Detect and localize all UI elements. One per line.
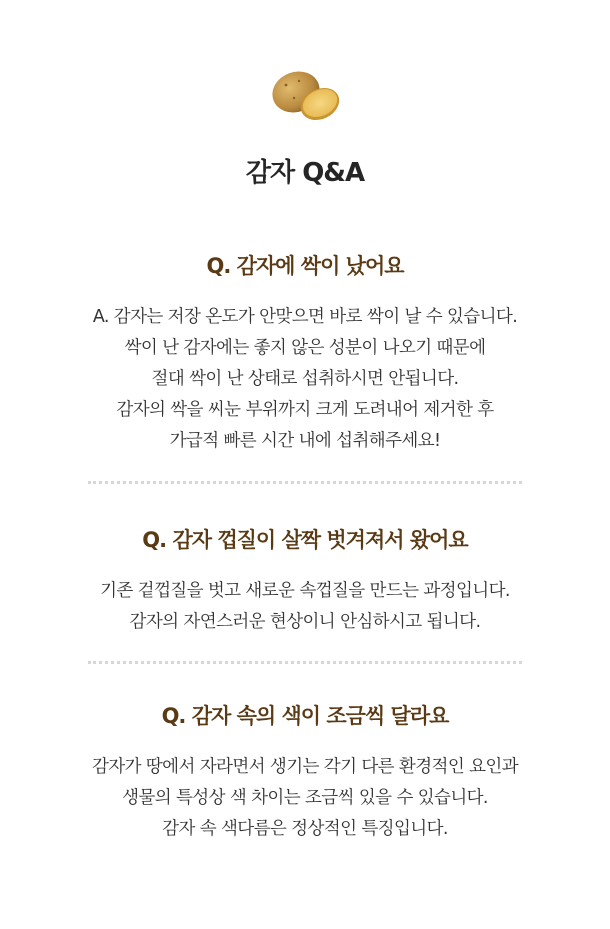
answer-text bbox=[0, 302, 610, 457]
answer-line: 감자 속 색다름은 정상적인 특징입니다. bbox=[162, 819, 448, 839]
qa-section bbox=[0, 524, 610, 638]
qa-section bbox=[0, 700, 610, 845]
answer-line: 생물의 특성상 색 차이는 조금씩 있을 수 있습니다. bbox=[122, 788, 488, 808]
answer-line: 싹이 난 감자에는 좋지 않은 성분이 나오기 때문에 bbox=[124, 338, 486, 358]
answer-text bbox=[0, 576, 610, 638]
page-title: 감자 Q&A bbox=[245, 158, 365, 188]
answer-line: 절대 싹이 난 상태로 섭취하시면 안됩니다. bbox=[151, 369, 459, 389]
answer-line: 감자가 땅에서 자라면서 생기는 각기 다른 환경적인 요인과 bbox=[91, 757, 519, 777]
potato-icon bbox=[266, 68, 344, 126]
dotted-divider bbox=[88, 661, 522, 664]
question-title: Q. 감자 껍질이 살짝 벗겨져서 왔어요 bbox=[142, 528, 468, 552]
answer-text bbox=[0, 752, 610, 845]
answer-line: A. 감자는 저장 온도가 안맞으면 바로 싹이 날 수 있습니다. bbox=[92, 307, 518, 327]
answer-line: 감자의 자연스러운 현상이니 안심하시고 됩니다. bbox=[129, 612, 481, 632]
qa-section bbox=[0, 250, 610, 457]
dotted-divider bbox=[88, 481, 522, 484]
answer-line: 기존 겉껍질을 벗고 새로운 속껍질을 만드는 과정입니다. bbox=[100, 581, 510, 601]
question-title: Q. 감자 속의 색이 조금씩 달라요 bbox=[161, 704, 449, 728]
answer-line: 가급적 빠른 시간 내에 섭취해주세요! bbox=[169, 431, 441, 451]
question-title: Q. 감자에 싹이 났어요 bbox=[206, 254, 404, 278]
answer-line: 감자의 싹을 씨눈 부위까지 크게 도려내어 제거한 후 bbox=[116, 400, 494, 420]
